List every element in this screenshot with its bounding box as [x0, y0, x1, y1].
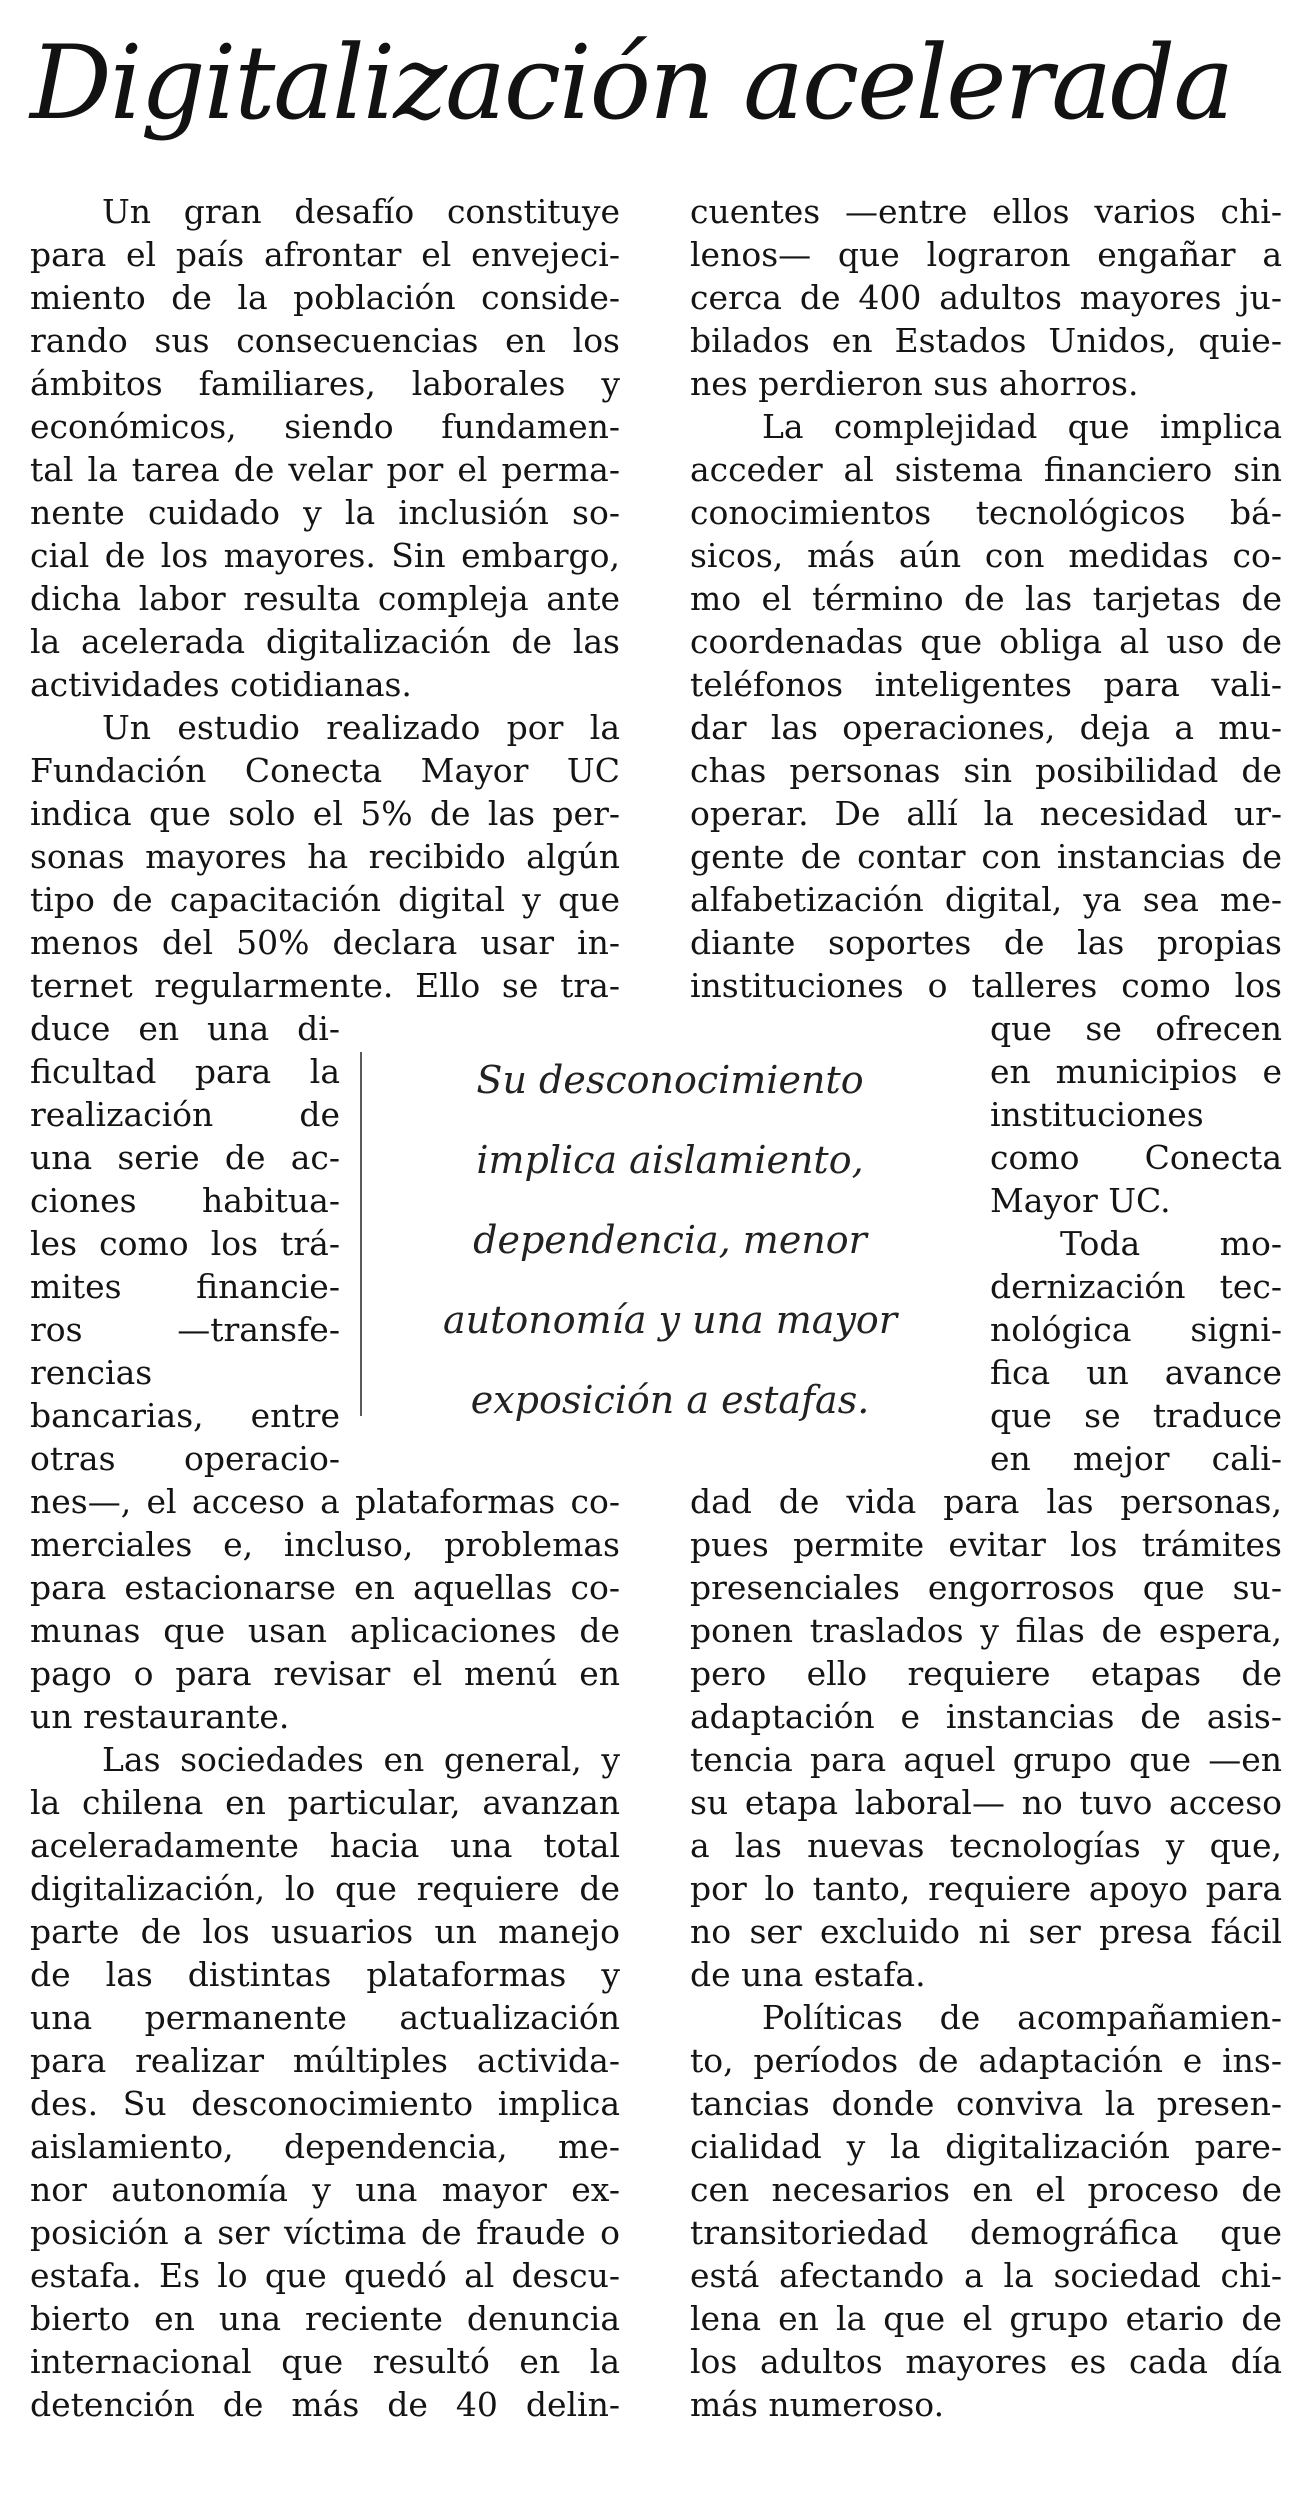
text-line: cialidad y la digitalización pare-: [690, 2127, 1282, 2166]
text-line: instituciones: [990, 1095, 1204, 1134]
text-line: otras operacio-: [30, 1439, 340, 1478]
text-line: miento de la población conside-: [30, 278, 620, 317]
text-line: instituciones o talleres como los: [690, 966, 1282, 1005]
text-line: su etapa laboral— no tuvo acceso: [690, 1783, 1282, 1822]
text-line: estafa. Es lo que quedó al descu-: [30, 2256, 620, 2295]
text-line: ámbitos familiares, laborales y: [30, 364, 620, 403]
text-line: coordenadas que obliga al uso de: [690, 622, 1282, 661]
text-line: de una estafa.: [690, 1955, 926, 1994]
text-line: nente cuidado y la inclusión so-: [30, 493, 620, 532]
text-line: tancias donde conviva la presen-: [690, 2084, 1282, 2123]
text-line: lena en la que el grupo etario de: [690, 2299, 1282, 2338]
text-line: una permanente actualización: [30, 1998, 620, 2037]
text-line: diante soportes de las propias: [690, 923, 1282, 962]
text-line: digitalización, lo que requiere de: [30, 1869, 620, 1908]
text-line: que se traduce: [990, 1396, 1282, 1435]
text-line: nes perdieron sus ahorros.: [690, 364, 1139, 403]
text-line: los adultos mayores es cada día: [690, 2342, 1282, 2381]
text-line: detención de más de 40 delin-: [30, 2385, 620, 2424]
text-line: tipo de capacitación digital y que: [30, 880, 620, 919]
text-line: no ser excluido ni ser presa fácil: [690, 1912, 1282, 1951]
text-line: actividades cotidianas.: [30, 665, 412, 704]
pull-quote-line: implica aislamiento,: [476, 1138, 864, 1182]
text-line: transitoriedad demográfica que: [690, 2213, 1282, 2252]
text-line: para estacionarse en aquellas co-: [30, 1568, 620, 1607]
text-line: está afectando a la sociedad chi-: [690, 2256, 1282, 2295]
text-line: Un gran desafío constituye: [102, 192, 620, 231]
text-line: aislamiento, dependencia, me-: [30, 2127, 620, 2166]
text-line: pues permite evitar los trámites: [690, 1525, 1282, 1564]
text-line: tal la tarea de velar por el perma-: [30, 450, 620, 489]
text-line: les como los trá-: [30, 1224, 340, 1263]
pull-quote-line: dependencia, menor: [473, 1218, 867, 1262]
text-line: indica que solo el 5% de las per-: [30, 794, 620, 833]
text-line: bierto en una reciente denuncia: [30, 2299, 620, 2338]
text-line: la acelerada digitalización de las: [30, 622, 620, 661]
text-line: operar. De allí la necesidad ur-: [690, 794, 1282, 833]
text-line: nológica signi-: [990, 1310, 1282, 1349]
text-line: ros —transfe-: [30, 1310, 340, 1349]
text-line: teléfonos inteligentes para vali-: [690, 665, 1282, 704]
text-line: bancarias, entre: [30, 1396, 340, 1435]
text-line: rando sus consecuencias en los: [30, 321, 620, 360]
text-line: dernización tec-: [990, 1267, 1282, 1306]
text-line: ternet regularmente. Ello se tra-: [30, 966, 620, 1005]
text-line: adaptación e instancias de asis-: [690, 1697, 1282, 1736]
text-line: ficultad para la: [30, 1052, 340, 1091]
text-line: cen necesarios en el proceso de: [690, 2170, 1282, 2209]
text-line: un restaurante.: [30, 1697, 290, 1736]
text-line: Mayor UC.: [990, 1181, 1171, 1220]
pull-quote-line: exposición a estafas.: [470, 1378, 870, 1422]
text-line: chas personas sin posibilidad de: [690, 751, 1282, 790]
text-line: económicos, siendo fundamen-: [30, 407, 620, 446]
text-line: por lo tanto, requiere apoyo para: [690, 1869, 1282, 1908]
text-line: des. Su desconocimiento implica: [30, 2084, 620, 2123]
pull-quote-line: autonomía y una mayor: [443, 1298, 897, 1342]
text-line: realización de: [30, 1095, 340, 1134]
text-line: en mejor cali-: [990, 1439, 1282, 1478]
text-line: dicha labor resulta compleja ante: [30, 579, 620, 618]
text-line: mites financie-: [30, 1267, 340, 1306]
text-line: para realizar múltiples activida-: [30, 2041, 620, 2080]
text-line: cial de los mayores. Sin embargo,: [30, 536, 620, 575]
text-line: acceder al sistema financiero sin: [690, 450, 1282, 489]
text-line: Las sociedades en general, y: [102, 1740, 620, 1779]
text-line: dad de vida para las personas,: [690, 1482, 1282, 1521]
text-line: gente de contar con instancias de: [690, 837, 1282, 876]
text-line: fica un avance: [990, 1353, 1282, 1392]
text-line: munas que usan aplicaciones de: [30, 1611, 620, 1650]
text-line: to, períodos de adaptación e ins-: [690, 2041, 1282, 2080]
text-line: aceleradamente hacia una total: [30, 1826, 620, 1865]
text-line: sonas mayores ha recibido algún: [30, 837, 620, 876]
text-line: bilados en Estados Unidos, quie-: [690, 321, 1282, 360]
text-line: de las distintas plataformas y: [30, 1955, 620, 1994]
text-line: posición a ser víctima de fraude o: [30, 2213, 620, 2252]
text-line: como Conecta: [990, 1138, 1282, 1177]
text-line: duce en una di-: [30, 1009, 340, 1048]
text-line: una serie de ac-: [30, 1138, 340, 1177]
text-line: para el país afrontar el envejeci-: [30, 235, 620, 274]
text-line: ponen traslados y filas de espera,: [690, 1611, 1282, 1650]
text-line: La complejidad que implica: [762, 407, 1282, 446]
text-line: más numeroso.: [690, 2385, 945, 2424]
text-line: a las nuevas tecnologías y que,: [690, 1826, 1282, 1865]
text-line: lenos— que lograron engañar a: [690, 235, 1282, 274]
pull-quote-rule: [360, 1052, 362, 1416]
pull-quote-line: Su desconocimiento: [476, 1058, 864, 1102]
text-line: Políticas de acompañamien-: [762, 1998, 1282, 2037]
text-line: conocimientos tecnológicos bá-: [690, 493, 1282, 532]
text-line: tencia para aquel grupo que —en: [690, 1740, 1282, 1779]
text-line: nes—, el acceso a plataformas co-: [30, 1482, 620, 1521]
text-line: internacional que resultó en la: [30, 2342, 620, 2381]
text-line: pago o para revisar el menú en: [30, 1654, 620, 1693]
text-line: mo el término de las tarjetas de: [690, 579, 1282, 618]
text-line: merciales e, incluso, problemas: [30, 1525, 620, 1564]
text-line: nor autonomía y una mayor ex-: [30, 2170, 620, 2209]
text-line: la chilena en particular, avanzan: [30, 1783, 620, 1822]
text-line: cerca de 400 adultos mayores ju-: [690, 278, 1282, 317]
text-line: dar las operaciones, deja a mu-: [690, 708, 1282, 747]
pull-quote: [368, 1040, 972, 1440]
text-line: pero ello requiere etapas de: [690, 1654, 1282, 1693]
text-line: menos del 50% declara usar in-: [30, 923, 620, 962]
article-title: Digitalización acelerada: [30, 24, 1233, 143]
text-line: en municipios e: [990, 1052, 1282, 1091]
text-line: alfabetización digital, ya sea me-: [690, 880, 1282, 919]
text-line: Un estudio realizado por la: [102, 708, 620, 747]
text-line: que se ofrecen: [990, 1009, 1282, 1048]
text-line: ciones habitua-: [30, 1181, 340, 1220]
text-line: Toda mo-: [1060, 1224, 1282, 1263]
text-line: presenciales engorrosos que su-: [690, 1568, 1282, 1607]
text-line: rencias: [30, 1353, 153, 1392]
text-line: Fundación Conecta Mayor UC: [30, 751, 620, 790]
text-line: parte de los usuarios un manejo: [30, 1912, 620, 1951]
text-line: sicos, más aún con medidas co-: [690, 536, 1282, 575]
text-line: cuentes —entre ellos varios chi-: [690, 192, 1282, 231]
